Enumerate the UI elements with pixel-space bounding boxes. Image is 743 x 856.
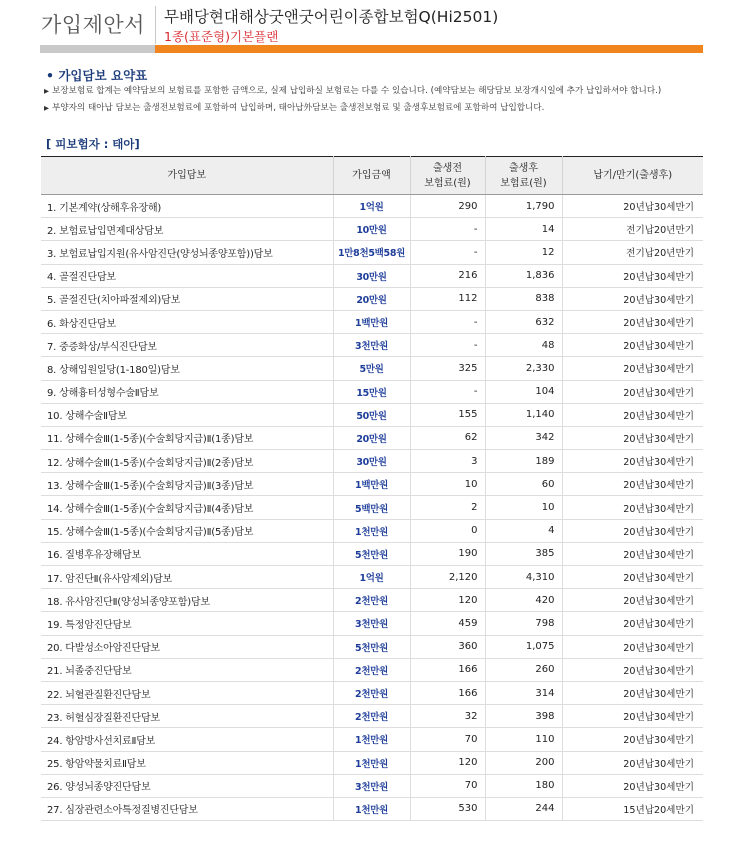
- premium-after-cell: 1,790: [485, 195, 562, 218]
- coverage-name-cell: 18. 유사암진단Ⅱ(양성뇌종양포함)담보: [41, 589, 333, 612]
- premium-after-cell: 385: [485, 542, 562, 565]
- premium-after-cell: 342: [485, 426, 562, 449]
- premium-after-cell: 1,075: [485, 635, 562, 658]
- note-2: ▶ 부양자의 태아납 담보는 출생전보험료에 포함하여 납입하며, 태아납外담보는 출생전보험료 및 출생후보험료에 포함하여 납입합니다.: [44, 103, 704, 114]
- term-cell: 20년납30세만기: [562, 774, 703, 797]
- premium-before-cell: 155: [410, 403, 485, 426]
- term-cell: 20년납30세만기: [562, 450, 703, 473]
- premium-before-cell: 70: [410, 728, 485, 751]
- table-row: [41, 566, 703, 589]
- coverage-name-cell: 12. 상해수술Ⅲ(1-5종)(수술회당지급)Ⅱ(2종)담보: [41, 450, 333, 473]
- amount-cell: 20만원: [333, 287, 410, 310]
- coverage-name-cell: 14. 상해수술Ⅲ(1-5종)(수술회당지급)Ⅱ(4종)담보: [41, 496, 333, 519]
- coverage-name-cell: 7. 중증화상/부식진단담보: [41, 334, 333, 357]
- table-row: [41, 403, 703, 426]
- coverage-name-cell: 3. 보험료납입지원(유사암진단(양성뇌종양포함))담보: [41, 241, 333, 264]
- table-row: [41, 635, 703, 658]
- premium-after-cell: 14: [485, 218, 562, 241]
- premium-after-cell: 4,310: [485, 566, 562, 589]
- premium-before-cell: -: [410, 310, 485, 333]
- coverage-name-cell: 1. 기본계약(상해후유장해): [41, 195, 333, 218]
- table-row: [41, 287, 703, 310]
- table-row: [41, 774, 703, 797]
- term-cell: 20년납30세만기: [562, 310, 703, 333]
- amount-cell: 5천만원: [333, 542, 410, 565]
- term-cell: 20년납30세만기: [562, 658, 703, 681]
- coverage-name-cell: 5. 골절진단(치아파절제외)담보: [41, 287, 333, 310]
- premium-before-cell: 0: [410, 519, 485, 542]
- coverage-name-cell: 27. 심장관련소아특정질병진단담보: [41, 797, 333, 820]
- table-row: [41, 519, 703, 542]
- coverage-name-cell: 20. 다발성소아암진단담보: [41, 635, 333, 658]
- coverage-name-cell: 8. 상해입원일당(1-180일)담보: [41, 357, 333, 380]
- term-cell: 전기납20년만기: [562, 218, 703, 241]
- table-row: [41, 473, 703, 496]
- term-cell: 20년납30세만기: [562, 426, 703, 449]
- premium-after-cell: 838: [485, 287, 562, 310]
- table-body: [41, 195, 703, 821]
- term-cell: 20년납30세만기: [562, 287, 703, 310]
- header-amount: 가입금액: [333, 157, 410, 195]
- coverage-name-cell: 15. 상해수술Ⅲ(1-5종)(수술회당지급)Ⅱ(5종)담보: [41, 519, 333, 542]
- coverage-name-cell: 24. 항암방사선치료Ⅱ담보: [41, 728, 333, 751]
- term-cell: 20년납30세만기: [562, 635, 703, 658]
- term-cell: 20년납30세만기: [562, 589, 703, 612]
- term-cell: 20년납30세만기: [562, 473, 703, 496]
- section-title: • 가입담보 요약표: [46, 68, 148, 83]
- header-coverage: 가입담보: [41, 157, 333, 195]
- amount-cell: 1백만원: [333, 473, 410, 496]
- table-row: [41, 450, 703, 473]
- table-row: [41, 589, 703, 612]
- table-row: [41, 426, 703, 449]
- amount-cell: 1억원: [333, 566, 410, 589]
- amount-cell: 5백만원: [333, 496, 410, 519]
- amount-cell: 15만원: [333, 380, 410, 403]
- term-cell: 20년납30세만기: [562, 496, 703, 519]
- premium-before-cell: -: [410, 218, 485, 241]
- table-row: [41, 380, 703, 403]
- premium-after-cell: 104: [485, 380, 562, 403]
- premium-after-cell: 10: [485, 496, 562, 519]
- amount-cell: 30만원: [333, 450, 410, 473]
- term-cell: 20년납30세만기: [562, 566, 703, 589]
- premium-before-cell: 10: [410, 473, 485, 496]
- coverage-name-cell: 2. 보험료납입면제대상담보: [41, 218, 333, 241]
- premium-after-cell: 48: [485, 334, 562, 357]
- amount-cell: 2천만원: [333, 589, 410, 612]
- term-cell: 20년납30세만기: [562, 751, 703, 774]
- document-title: 가입제안서: [41, 13, 145, 37]
- term-cell: 20년납30세만기: [562, 519, 703, 542]
- coverage-name-cell: 26. 양성뇌종양진단담보: [41, 774, 333, 797]
- premium-after-cell: 12: [485, 241, 562, 264]
- premium-before-cell: 2,120: [410, 566, 485, 589]
- table-row: [41, 797, 703, 820]
- premium-before-cell: 166: [410, 658, 485, 681]
- premium-before-cell: 120: [410, 751, 485, 774]
- term-cell: 20년납30세만기: [562, 705, 703, 728]
- premium-after-cell: 244: [485, 797, 562, 820]
- coverage-name-cell: 13. 상해수술Ⅲ(1-5종)(수술회당지급)Ⅱ(3종)담보: [41, 473, 333, 496]
- coverage-name-cell: 9. 상해흉터성형수술Ⅱ담보: [41, 380, 333, 403]
- table-row: [41, 612, 703, 635]
- term-cell: 20년납30세만기: [562, 334, 703, 357]
- premium-after-cell: 398: [485, 705, 562, 728]
- coverage-name-cell: 17. 암진단Ⅱ(유사암제외)담보: [41, 566, 333, 589]
- amount-cell: 1천만원: [333, 751, 410, 774]
- coverage-name-cell: 25. 항암약물치료Ⅱ담보: [41, 751, 333, 774]
- table-row: [41, 542, 703, 565]
- table-row: [41, 195, 703, 218]
- premium-before-cell: 190: [410, 542, 485, 565]
- coverage-name-cell: 16. 질병후유장해담보: [41, 542, 333, 565]
- premium-after-cell: 189: [485, 450, 562, 473]
- term-cell: 20년납30세만기: [562, 612, 703, 635]
- coverage-table: [41, 156, 703, 821]
- table-row: [41, 705, 703, 728]
- amount-cell: 1천만원: [333, 797, 410, 820]
- header-term: 납기/만기(출생후): [562, 157, 703, 195]
- premium-before-cell: 290: [410, 195, 485, 218]
- term-cell: 20년납30세만기: [562, 357, 703, 380]
- premium-before-cell: -: [410, 334, 485, 357]
- coverage-name-cell: 10. 상해수술Ⅱ담보: [41, 403, 333, 426]
- header-premium-before-birth: 출생전 보험료(원): [410, 157, 485, 195]
- header-divider: [155, 6, 156, 44]
- coverage-name-cell: 22. 뇌혈관질환진단담보: [41, 681, 333, 704]
- header-premium-after-birth: 출생후 보험료(원): [485, 157, 562, 195]
- premium-before-cell: 120: [410, 589, 485, 612]
- amount-cell: 50만원: [333, 403, 410, 426]
- amount-cell: 30만원: [333, 264, 410, 287]
- premium-before-cell: 530: [410, 797, 485, 820]
- premium-after-cell: 180: [485, 774, 562, 797]
- premium-after-cell: 632: [485, 310, 562, 333]
- term-cell: 20년납30세만기: [562, 728, 703, 751]
- amount-cell: 10만원: [333, 218, 410, 241]
- plan-name: 1종(표준형)기본플랜: [164, 29, 279, 44]
- amount-cell: 2천만원: [333, 705, 410, 728]
- table-row: [41, 751, 703, 774]
- premium-after-cell: 110: [485, 728, 562, 751]
- header-accent-bar: [40, 45, 703, 53]
- amount-cell: 20만원: [333, 426, 410, 449]
- term-cell: 20년납30세만기: [562, 195, 703, 218]
- premium-before-cell: -: [410, 241, 485, 264]
- table-row: [41, 310, 703, 333]
- table-row: [41, 496, 703, 519]
- amount-cell: 5천만원: [333, 635, 410, 658]
- premium-after-cell: 4: [485, 519, 562, 542]
- table-row: [41, 241, 703, 264]
- premium-after-cell: 60: [485, 473, 562, 496]
- table-row: [41, 357, 703, 380]
- premium-after-cell: 1,140: [485, 403, 562, 426]
- coverage-name-cell: 23. 허혈심장질환진단담보: [41, 705, 333, 728]
- term-cell: 20년납30세만기: [562, 681, 703, 704]
- product-name: 무배당현대해상굿앤굿어린이종합보험Q(Hi2501): [164, 8, 499, 26]
- coverage-name-cell: 4. 골절진단담보: [41, 264, 333, 287]
- table-header-row: [41, 157, 703, 195]
- notes: [44, 86, 704, 114]
- amount-cell: 1천만원: [333, 728, 410, 751]
- premium-after-cell: 314: [485, 681, 562, 704]
- premium-before-cell: 325: [410, 357, 485, 380]
- premium-before-cell: 216: [410, 264, 485, 287]
- premium-after-cell: 2,330: [485, 357, 562, 380]
- coverage-name-cell: 6. 화상진단담보: [41, 310, 333, 333]
- premium-before-cell: 166: [410, 681, 485, 704]
- premium-after-cell: 1,836: [485, 264, 562, 287]
- amount-cell: 2천만원: [333, 658, 410, 681]
- table-row: [41, 658, 703, 681]
- amount-cell: 2천만원: [333, 681, 410, 704]
- premium-after-cell: 420: [485, 589, 562, 612]
- premium-before-cell: 32: [410, 705, 485, 728]
- coverage-name-cell: 21. 뇌졸중진단담보: [41, 658, 333, 681]
- premium-after-cell: 260: [485, 658, 562, 681]
- term-cell: 20년납30세만기: [562, 542, 703, 565]
- table-row: [41, 218, 703, 241]
- amount-cell: 3천만원: [333, 774, 410, 797]
- premium-before-cell: 459: [410, 612, 485, 635]
- premium-before-cell: 360: [410, 635, 485, 658]
- amount-cell: 1억원: [333, 195, 410, 218]
- term-cell: 전기납20년만기: [562, 241, 703, 264]
- table-row: [41, 681, 703, 704]
- term-cell: 20년납30세만기: [562, 380, 703, 403]
- table-row: [41, 264, 703, 287]
- term-cell: 15년납20세만기: [562, 797, 703, 820]
- premium-before-cell: 2: [410, 496, 485, 519]
- term-cell: 20년납30세만기: [562, 403, 703, 426]
- premium-after-cell: 200: [485, 751, 562, 774]
- premium-after-cell: 798: [485, 612, 562, 635]
- term-cell: 20년납30세만기: [562, 264, 703, 287]
- premium-before-cell: 70: [410, 774, 485, 797]
- amount-cell: 3천만원: [333, 612, 410, 635]
- coverage-name-cell: 11. 상해수술Ⅲ(1-5종)(수술회당지급)Ⅱ(1종)담보: [41, 426, 333, 449]
- amount-cell: 1백만원: [333, 310, 410, 333]
- coverage-name-cell: 19. 특정암진단담보: [41, 612, 333, 635]
- premium-before-cell: 62: [410, 426, 485, 449]
- amount-cell: 5만원: [333, 357, 410, 380]
- premium-before-cell: -: [410, 380, 485, 403]
- insured-label: [ 피보험자 : 태아]: [46, 137, 140, 151]
- premium-before-cell: 112: [410, 287, 485, 310]
- table-row: [41, 728, 703, 751]
- amount-cell: 3천만원: [333, 334, 410, 357]
- premium-before-cell: 3: [410, 450, 485, 473]
- note-1: ▶ 보장보험료 합계는 예약담보의 보험료를 포함한 금액으로, 실제 납입하실 보험료는 다를 수 있습니다. (예약담보는 해당담보 보장개시일에 추가 납입하셔야 합니다.): [44, 86, 704, 97]
- amount-cell: 1만8천5백58원: [333, 241, 410, 264]
- amount-cell: 1천만원: [333, 519, 410, 542]
- table-row: [41, 334, 703, 357]
